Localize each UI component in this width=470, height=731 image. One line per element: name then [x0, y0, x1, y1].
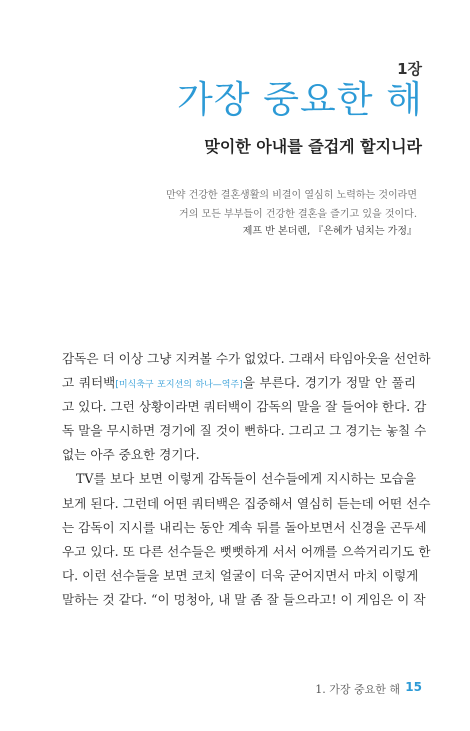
body-line: 다. 이런 선수들을 보면 코치 얼굴이 더욱 굳어지면서 마치 이렇게	[62, 567, 419, 583]
chapter-subtitle: 맞이한 아내를 즐겁게 할지니라	[204, 137, 422, 156]
body-line: 없는 아주 중요한 경기다.	[62, 447, 200, 463]
chapter-label: 1장	[397, 60, 422, 78]
body-line: 보게 된다. 그런데 어떤 쿼터백은 집중해서 열심히 듣는데 어떤 선수	[62, 495, 431, 511]
page-number: 15	[405, 680, 422, 694]
body-fragment: 고 쿼터백	[62, 375, 116, 391]
body-line: 독 말을 무시하면 경기에 질 것이 뻔하다. 그리고 그 경기는 놓칠 수	[62, 423, 427, 439]
body-line: 우고 있다. 또 다른 선수들은 뻣뻣하게 서서 어깨를 으쓱거리기도 한	[62, 543, 431, 559]
body-line: 감독은 더 이상 그냥 지켜볼 수가 없었다. 그래서 타임아웃을 선언하	[62, 351, 431, 366]
chapter-title: 가장 중요한 해	[177, 78, 423, 121]
epigraph-line-1: 만약 건강한 결혼생활의 비결이 열심히 노력하는 것이라면	[166, 190, 417, 201]
body-fragment: 을 부른다. 경기가 정말 안 풀리	[242, 375, 416, 391]
body-line: 는 감독이 지시를 내리는 동안 계속 뒤를 돌아보면서 신경을 곤두세	[62, 519, 427, 535]
body-line: TV를 보다 보면 이렇게 감독들이 선수들에게 지시하는 모습을	[76, 471, 416, 487]
body-line: 고 있다. 그런 상황이라면 쿼터백이 감독의 말을 잘 들어야 한다. 감	[62, 399, 427, 415]
running-footer-title: 1. 가장 중요한 해	[315, 683, 400, 696]
epigraph-line-2: 거의 모든 부부들이 건강한 결혼을 즐기고 있을 것이다.	[179, 209, 417, 220]
body-text	[62, 347, 431, 612]
body-line: 말하는 것 같다. “이 멍청아, 내 말 좀 잘 들으라고! 이 게임은 이 작	[62, 591, 426, 607]
body-line	[62, 371, 416, 395]
translator-note: [미식축구 포지션의 하나—역주]	[115, 380, 243, 391]
epigraph-source: 제프 반 본더렌, 『은혜가 넘치는 가정』	[242, 226, 417, 237]
